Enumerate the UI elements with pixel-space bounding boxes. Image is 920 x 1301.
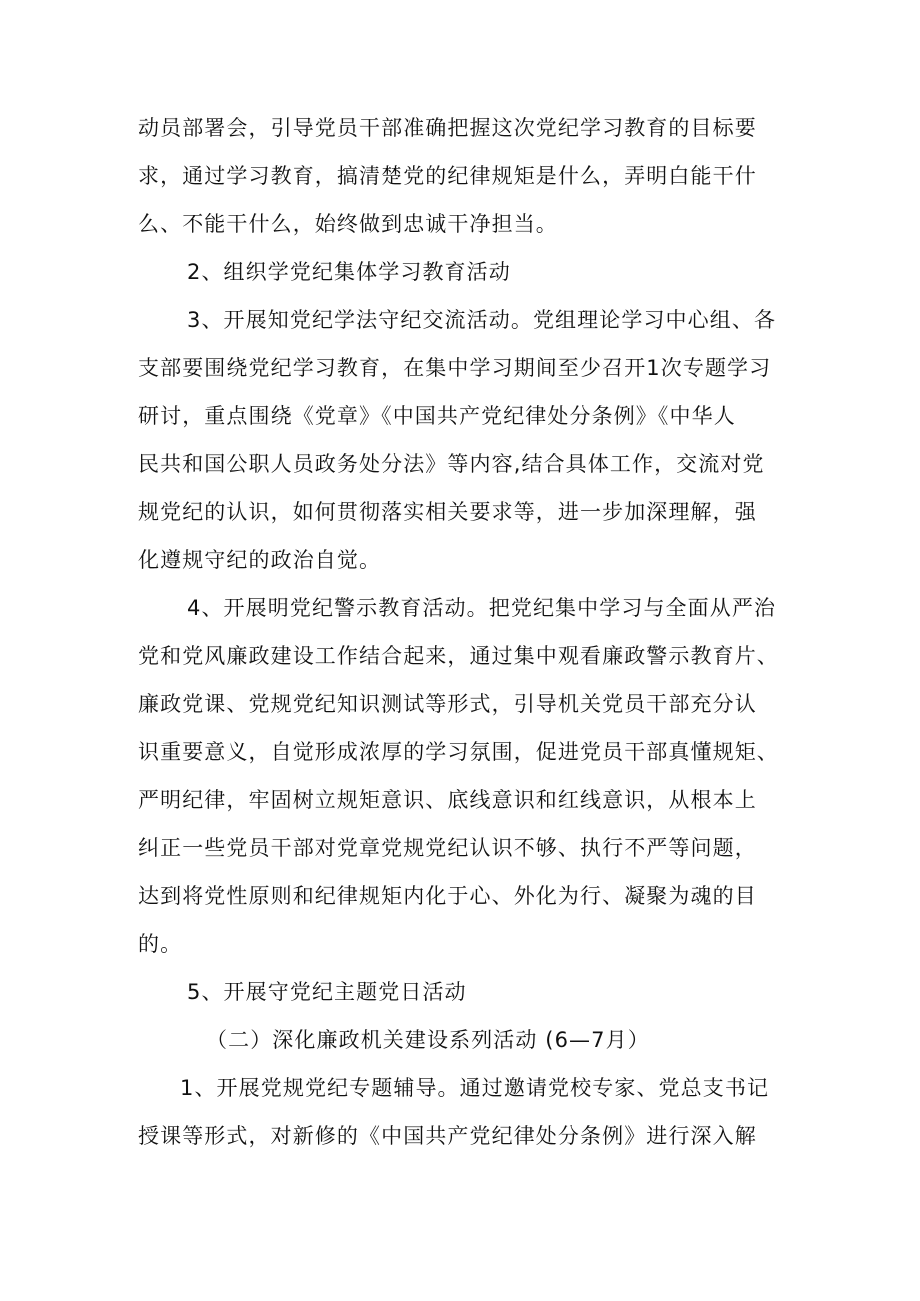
text-line: 动员部署会，引导党员干部准确把握这次党纪学习教育的目标要 [138,116,757,140]
text-line: 廉政党课、党规党纪知识测试等形式，引导机关党员干部充分认 [138,692,757,716]
section-item-4: 4、开展明党纪警示教育活动。把党纪集中学习与全面从严治 [187,596,777,620]
section-item-5: 5、开展守党纪主题党日活动 [187,980,467,1004]
text-line: 化遵规守纪的政治自觉。 [138,548,382,572]
text-line: 授课等形式，对新修的《中国共产党纪律处分条例》进行深入解 [138,1124,757,1148]
text-line: 民共和国公职人员政务处分法》等内容,结合具体工作，交流对党 [138,452,765,476]
text-line: 支部要围绕党纪学习教育，在集中学习期间至少召开1次专题学习 [138,356,772,380]
text-line: 严明纪律，牢固树立规矩意识、底线意识和红线意识，从根本上 [138,788,757,812]
text-line: 识重要意义，自觉形成浓厚的学习氛围，促进党员干部真懂规矩、 [138,740,779,764]
text-line: 么、不能干什么，始终做到忠诚干净担当。 [138,212,558,236]
section-item-2: 2、组织学党纪集体学习教育活动 [187,260,511,284]
text-line: 党和党风廉政建设工作结合起来，通过集中观看廉政警示教育片、 [138,644,779,668]
text-line: 规党纪的认识，如何贯彻落实相关要求等，进一步加深理解，强 [138,500,757,524]
section-item-1: 1、开展党规党纪专题辅导。通过邀请党校专家、党总支书记 [180,1076,770,1100]
text-line: 求，通过学习教育，搞清楚党的纪律规矩是什么，弄明白能干什 [138,164,757,188]
text-line: 的。 [138,932,183,956]
text-line: 纠正一些党员干部对党章党规党纪认识不够、执行不严等问题， [138,836,757,860]
section-item-3: 3、开展知党纪学法守纪交流活动。党组理论学习中心组、各 [187,308,777,332]
text-line: 研讨，重点围绕《党章》《中国共产党纪律处分条例》《中华人 [138,404,736,428]
section-heading-2: （二）深化廉政机关建设系列活动 (6—7月） [206,1028,650,1052]
text-line: 达到将党性原则和纪律规矩内化于心、外化为行、凝聚为魂的目 [138,884,757,908]
